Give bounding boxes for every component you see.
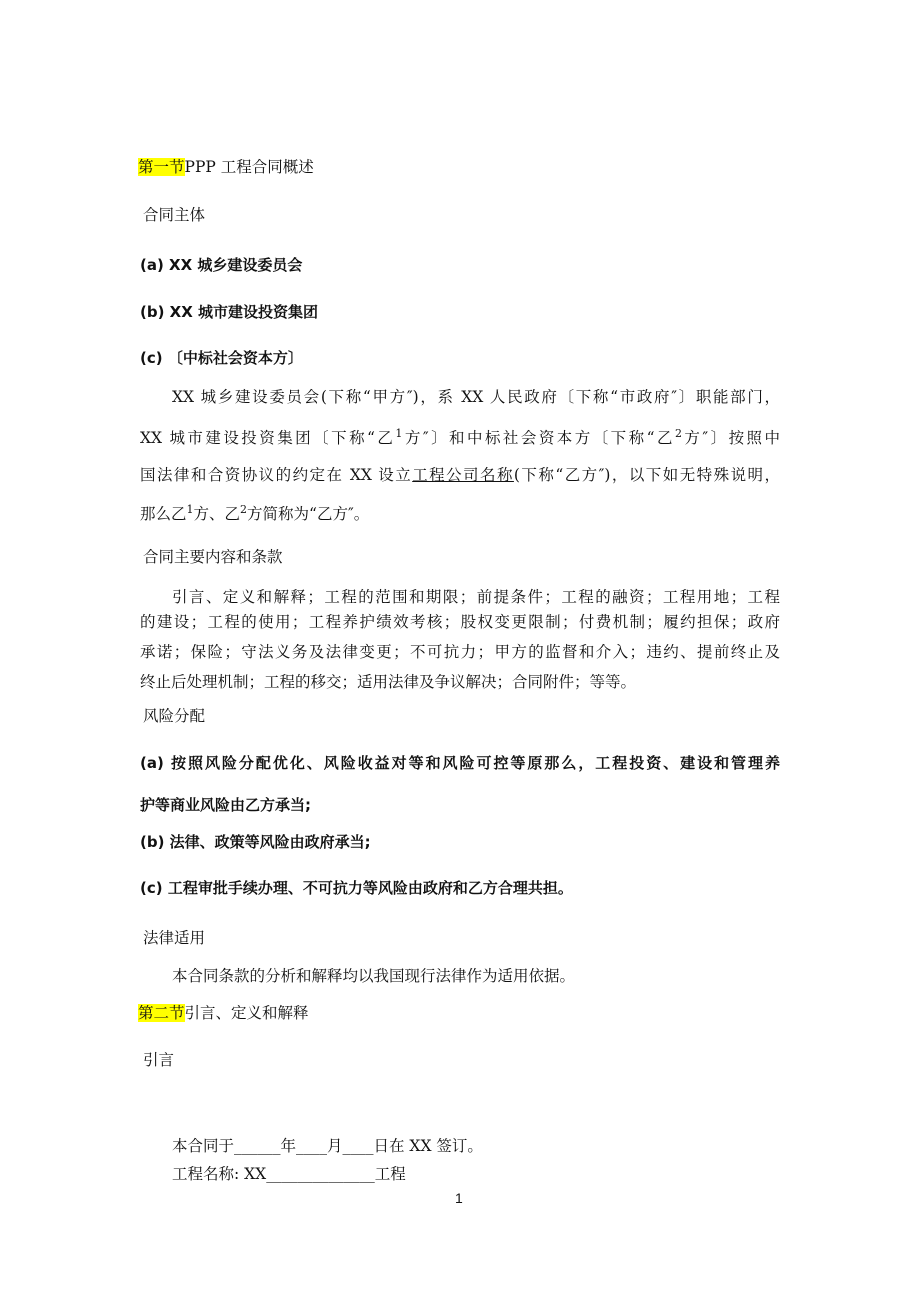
- page-number: 1: [455, 1190, 463, 1206]
- risk-item-b: (b) 法律、政策等风险由政府承当;: [140, 833, 371, 851]
- risk-item-a-cont: 护等商业风险由乙方承当;: [140, 796, 311, 814]
- risk-heading: 风险分配: [143, 707, 206, 725]
- section-1-heading: [138, 156, 314, 178]
- contents-line: 承诺；保险；守法义务及法律变更；不可抗力；甲方的监督和介入；违约、提前终止及: [140, 643, 780, 661]
- risk-item-c: (c) 工程审批手续办理、不可抗力等风险由政府和乙方合理共担。: [140, 879, 573, 897]
- parties-para-line: XX 城乡建设委员会(下称“甲方″)，系 XX 人民政府〔下称“市政府″〕职能部门，: [172, 388, 780, 406]
- contents-line: 引言、定义和解释；工程的范围和期限；前提条件；工程的融资；工程用地；工程: [172, 588, 780, 606]
- contents-line: 的建设；工程的使用；工程养护绩效考核；股权变更限制；付费机制；履约担保；政府: [140, 613, 780, 631]
- intro-heading: 引言: [143, 1051, 175, 1069]
- section-title: 引言、定义和解释: [184, 1004, 309, 1022]
- project-name-line: 工程名称: XX______________工程: [172, 1165, 406, 1183]
- signing-date-line: 本合同于______年____月____日在 XX 签订。: [172, 1137, 483, 1155]
- contents-line: 终止后处理机制；工程的移交；适用法律及争议解决；合同附件；等等。: [140, 673, 637, 691]
- law-text: 本合同条款的分析和解释均以我国现行法律作为适用依据。: [172, 967, 576, 985]
- parties-para-line: 国法律和合资协议的约定在 XX 设立工程公司名称(下称“乙方″)，以下如无特殊说明，: [140, 466, 780, 484]
- section-label: 第二节: [138, 1004, 185, 1022]
- section-label: 第一节: [138, 158, 185, 176]
- parties-para-line: XX 城市建设投资集团〔下称“乙$^1$方″〕和中标社会资本方〔下称“乙$^2$方″〕按照中: [140, 427, 781, 447]
- section-title: PPP 工程合同概述: [184, 158, 314, 176]
- company-name-placeholder: 工程公司名称: [412, 466, 514, 484]
- party-b: (b) XX 城市建设投资集团: [140, 303, 319, 321]
- parties-heading: 合同主体: [143, 206, 206, 224]
- risk-item-a: (a) 按照风险分配优化、风险收益对等和风险可控等原那么，工程投资、建设和管理养: [140, 754, 780, 772]
- party-c: (c) 〔中标社会资本方〕: [140, 349, 303, 367]
- parties-para-line: 那么乙$^1$方、乙$^2$方简称为“乙方″。: [140, 503, 370, 523]
- section-2-heading: [138, 1002, 309, 1024]
- party-a: (a) XX 城乡建设委员会: [140, 256, 303, 274]
- law-heading: 法律适用: [143, 929, 206, 947]
- contents-heading: 合同主要内容和条款: [143, 548, 283, 566]
